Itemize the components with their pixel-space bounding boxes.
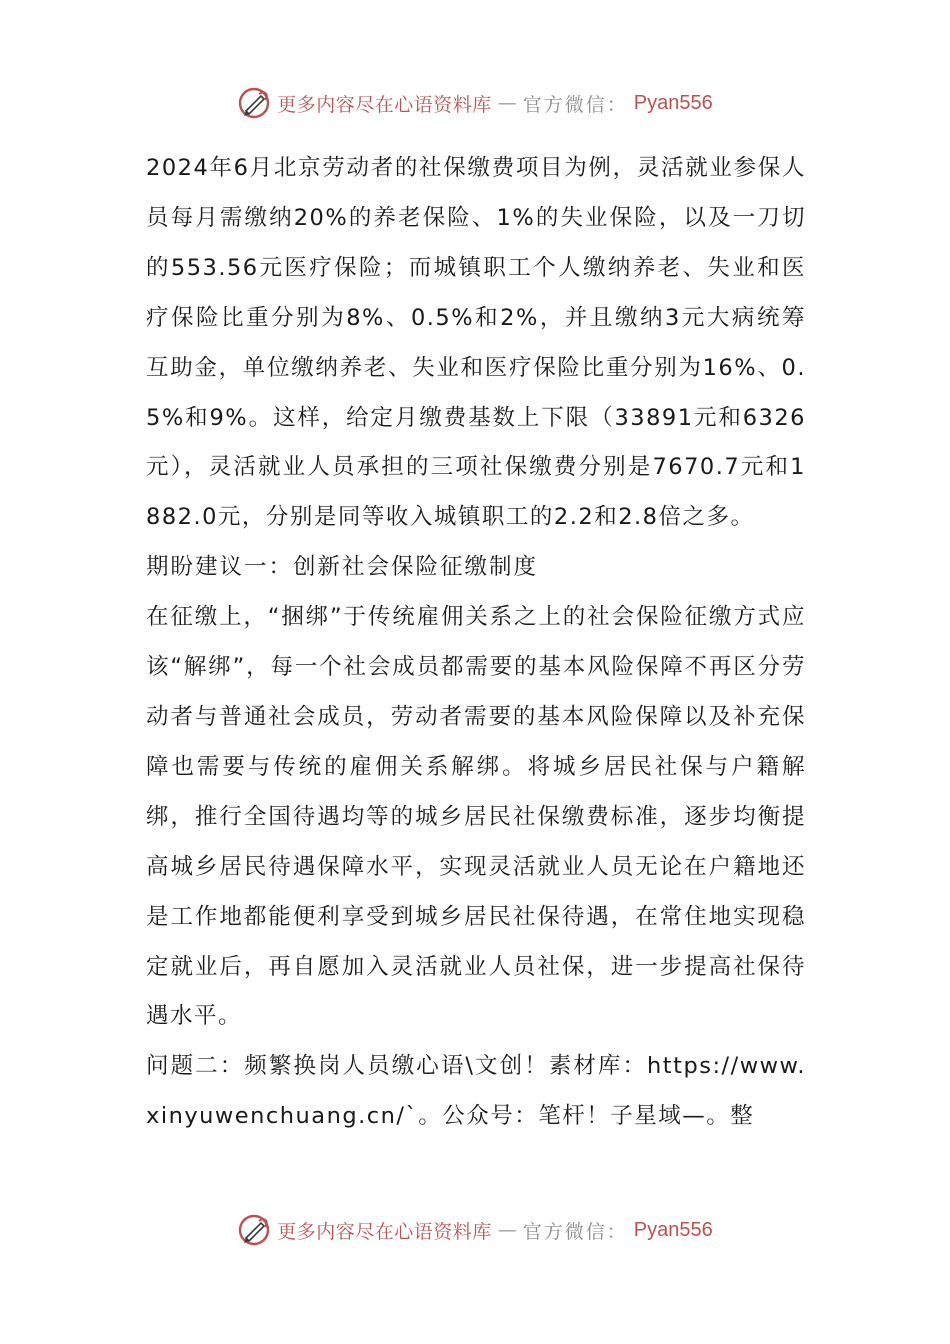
banner-title: 更多内容尽在心语资料库 (277, 1220, 492, 1243)
section-heading-suggestion-one: 期盼建议一：创新社会保险征缴制度 (146, 554, 539, 581)
paragraph-collection-reform: 在征缴上，“捆绑”于传统雇佣关系之上的社会保险征缴方式应该“解绑”，每一个社会成员都需要的基本风险保障不再区分劳动者与普通社会成员，劳动者需要的基本风险保障以及补充保障也需要与传统的雇佣关系解绑。将城乡居民社保与户籍解绑，推行全国待遇均等的城乡居民社保缴费标准，逐步均衡提高城乡居民待遇保障水平，实现灵活就业人员无论在户籍地还是工作地都能便利享受到城乡居民社保待遇，在常住地实现稳定就业后，再自愿加入灵活就业人员社保，进一步提高社保待遇水平。 (146, 604, 806, 1030)
pen-logo-icon (237, 86, 271, 120)
banner-wechat-id: Pyan556 (633, 91, 713, 114)
document-body (146, 144, 806, 1142)
paragraph-question-two: 问题二：频繁换岗人员缴心语\文创！素材库：https://www.xinyuwenchuang.cn/`。公众号：笔杆！子星域—。整 (146, 1053, 806, 1130)
banner-title: 更多内容尽在心语资料库 (277, 93, 492, 116)
paragraph-social-insurance-fees: 2024年6月北京劳动者的社保缴费项目为例，灵活就业参保人员每月需缴纳20%的养老保险、1%的失业保险，以及一刀切的553.56元医疗保险；而城镇职工个人缴纳养老、失业和医疗保险比重分别为8%、0.5%和2%，并且缴纳3元大病统筹互助金，单位缴纳养老、失业和医疗保险比重分别为16%、0.5%和9%。这样，给定月缴费基数上下限（33891元和6326元），灵活就业人员承担的三项社保缴费分别是7670.7元和1882.0元，分别是同等收入城镇职工的2.2和2.8倍之多。 (146, 155, 806, 531)
pen-logo-icon (237, 1213, 271, 1247)
footer-banner (0, 1210, 950, 1250)
banner-separator: — (497, 92, 517, 114)
banner-wechat-label: 官方微信： (522, 93, 628, 116)
banner-wechat-label: 官方微信： (522, 1220, 628, 1243)
banner-wechat-id: Pyan556 (633, 1218, 713, 1241)
header-banner (0, 83, 950, 123)
banner-separator: — (497, 1219, 517, 1241)
